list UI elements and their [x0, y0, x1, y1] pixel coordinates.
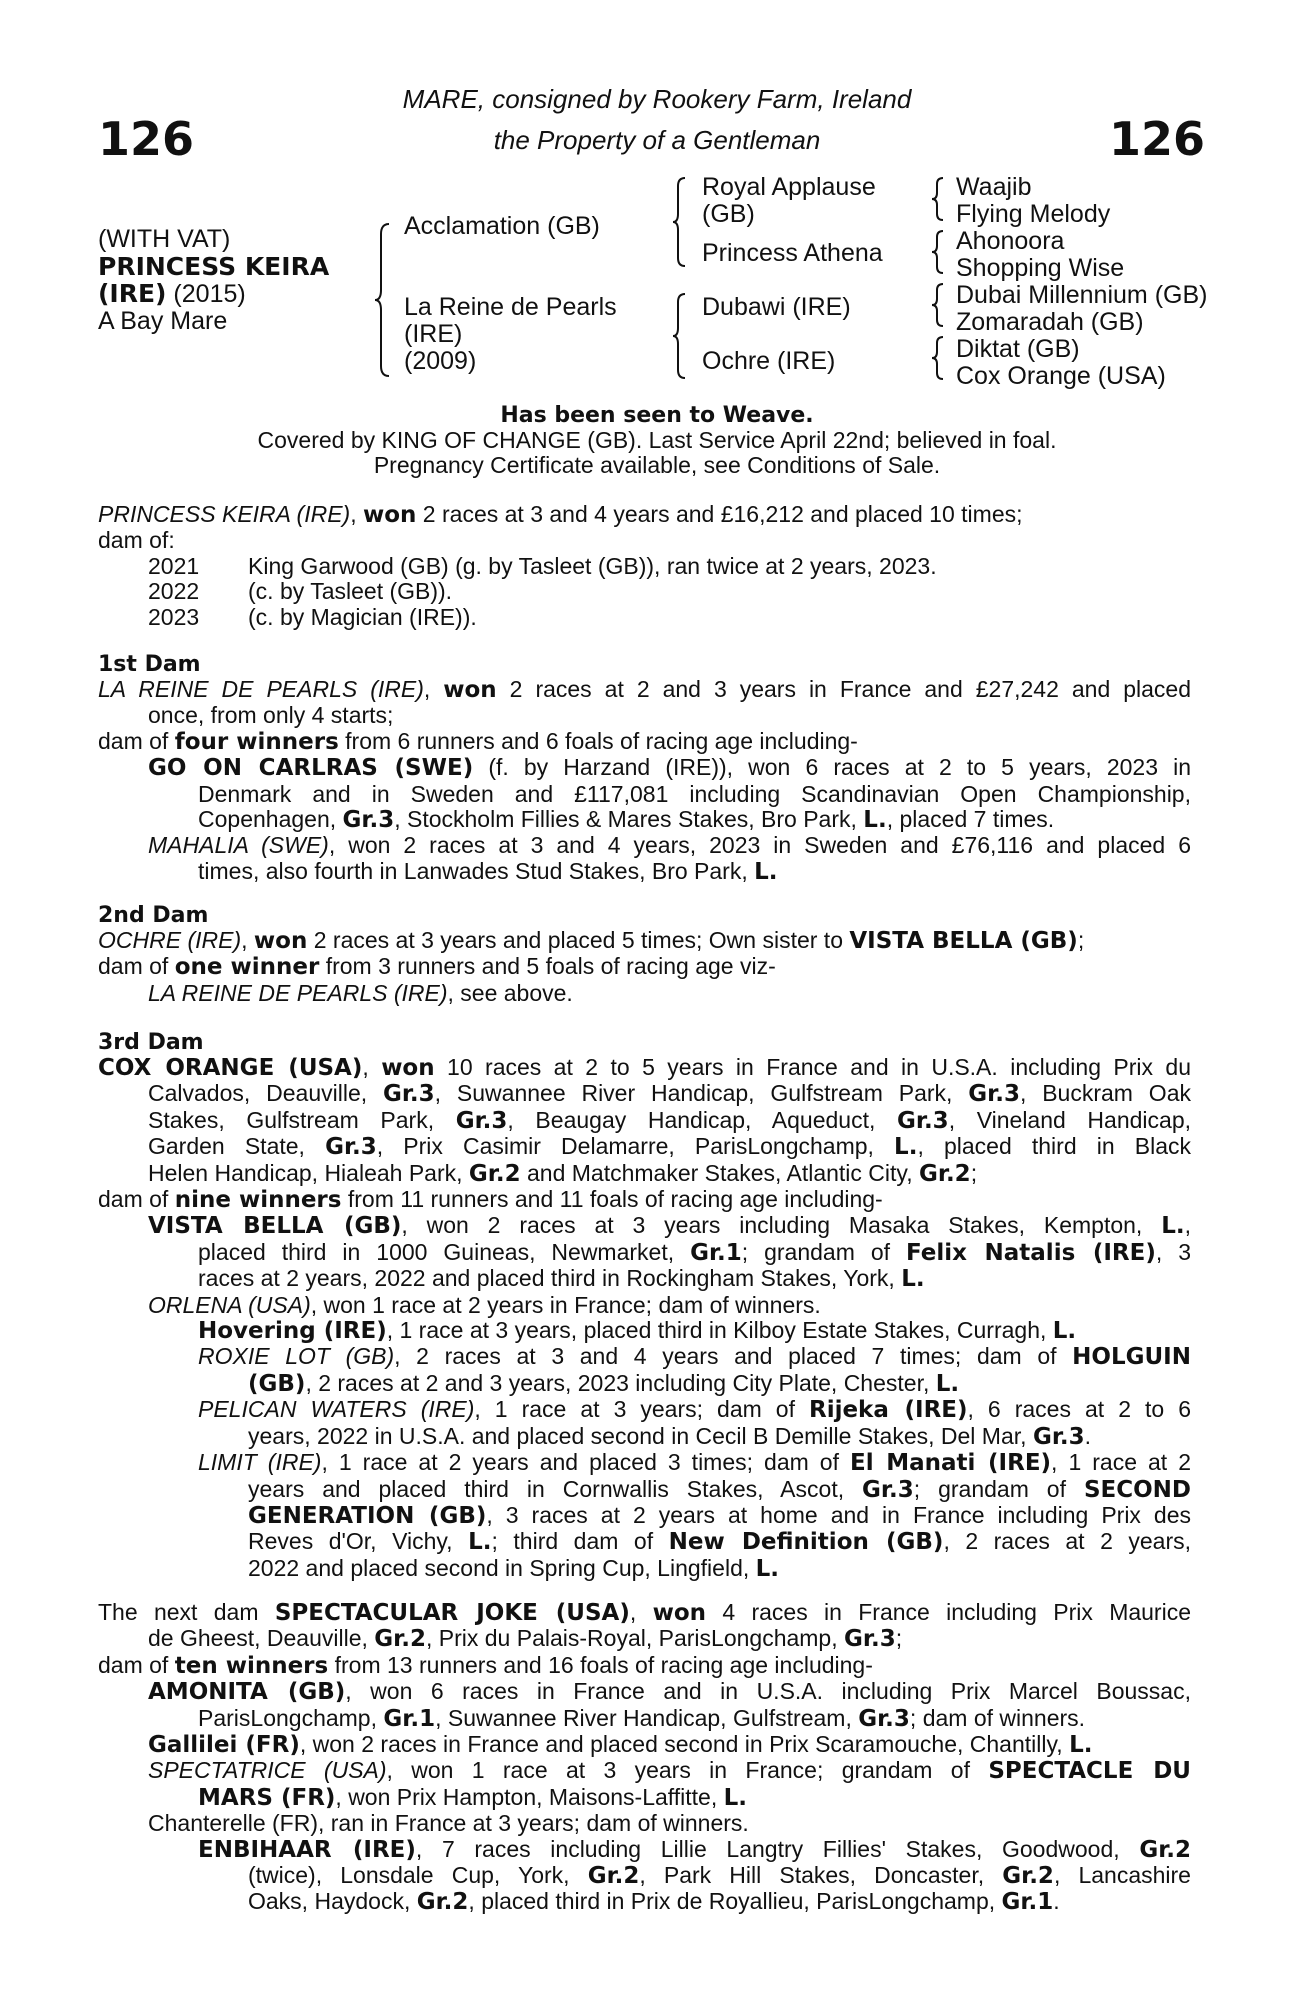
pedigree-brace-gen3-2 [931, 229, 947, 275]
pedigree-dam-sire: Dubawi (IRE) [702, 293, 851, 321]
produce-record: PRINCESS KEIRA (IRE), won 2 races at 3 and 4 years and £16,212 and placed 10 times; dam of: 2021 King Garwood (GB) (g. by Tasleet (GB)), ran twice at 2 years, 2023. 2022 (c. by Tasleet (GB)). 2023 (c. by Magician (IRE)). [98, 502, 1196, 630]
pedigree-brace-gen2-top [672, 176, 690, 268]
first-dam-section: LA REINE DE PEARLS (IRE), won 2 races at 2 and 3 years in France and £27,242 and placed once, from only 4 starts; dam of four winners from 6 runners and 6 foals of racing age including- GO ON CARLRAS (SWE) (f. by Harzand (IRE)), won 6 races at 2 to 5 years, 2023 in Denmark and in Sweden and £117,081 including Scandinavian Open Championship, Copenhagen, Gr.3, Stockholm Fillies & Mares Stakes, Bro Park, L., placed 7 times. MAHALIA (SWE), won 2 races at 3 and 4 years, 2023 in Sweden and £76,116 and placed 6 times, also fourth in Lanwades Stud Stakes, Bro Park, L. [98, 676, 1192, 885]
pedigree-gen3: Waajib Flying Melody Ahonoora Shopping Wise Dubai Millennium (GB) Zomaradah (GB) Diktat (GB) Cox Orange (USA) [956, 173, 1208, 390]
pedigree-brace-gen3-1 [931, 176, 947, 222]
weave-note: Has been seen to Weave. [500, 403, 814, 428]
produce-foal: 2021 King Garwood (GB) (g. by Tasleet (GB)), ran twice at 2 years, 2023. [148, 552, 937, 579]
next-dam-section: The next dam SPECTACULAR JOKE (USA), won 4 races in France including Prix Maurice de Gheest, Deauville, Gr.2, Prix du Palais-Royal, ParisLongchamp, Gr.3; dam of ten winners from 13 runners and 16 foals of racing age including- AMONITA (GB), won 6 races in France and in U.S.A. including Prix Marcel Boussac, ParisLongchamp, Gr.1, Suwannee River Handicap, Gulfstream, Gr.3; dam of winners. Gallilei (FR), won 2 races in France and placed second in Prix Scaramouche, Chantilly, L. SPECTATRICE (USA), won 1 race at 3 years in France; grandam of SPECTACLE DU MARS (FR), won Prix Hampton, Maisons-Laffitte, L. Chanterelle (FR), ran in France at 3 years; dam of winners. ENBIHAAR (IRE), 7 races including Lillie Langtry Fillies' Stakes, Goodwood, Gr.2 (twice), Lonsdale Cup, York, Gr.2, Park Hill Stakes, Doncaster, Gr.2, Lancashire Oaks, Haydock, Gr.2, placed third in Prix de Royallieu, ParisLongchamp, Gr.1. [98, 1599, 1191, 1916]
horse-year: (2015) [166, 280, 246, 308]
covered-note: Covered by KING OF CHANGE (GB). Last Service April 22nd; believed in foal. [257, 427, 1057, 453]
third-dam-heading: 3rd Dam [98, 1030, 204, 1055]
second-dam-heading: 2nd Dam [98, 903, 209, 928]
horse-description: A Bay Mare [98, 307, 228, 335]
second-dam-section: OCHRE (IRE), won 2 races at 3 years and placed 5 times; Own sister to VISTA BELLA (GB); dam of one winner from 3 runners and 5 foals of racing age viz- LA REINE DE PEARLS (IRE), see above. [98, 927, 1085, 1006]
pedigree-brace-gen3-4 [931, 335, 947, 381]
horse-identity [98, 226, 329, 335]
pedigree-sire-sire: Royal Applause (GB) [702, 173, 876, 228]
consignor-line: MARE, consigned by Rookery Farm, Ireland [402, 84, 912, 114]
pedigree-brace-gen2-bottom [672, 292, 690, 380]
pedigree-sire-dam: Princess Athena [702, 239, 883, 267]
pedigree-brace-gen1 [374, 222, 396, 378]
horse-country: (IRE) [98, 279, 167, 308]
pedigree-dam-dam: Ochre (IRE) [702, 347, 836, 375]
pedigree-sire: Acclamation (GB) [404, 212, 600, 240]
owner-line: the Property of a Gentleman [493, 125, 821, 155]
produce-foal: 2022 (c. by Tasleet (GB)). [148, 578, 453, 605]
pedigree-dam: La Reine de Pearls (IRE) (2009) [404, 293, 617, 375]
lot-number-right: 126 [1108, 112, 1205, 166]
horse-name: PRINCESS KEIRA [98, 252, 330, 281]
vat-note: (WITH VAT) [98, 225, 231, 253]
first-dam-heading: 1st Dam [98, 652, 201, 677]
produce-foal: 2023 (c. by Magician (IRE)). [148, 603, 477, 630]
pedigree-brace-gen3-3 [931, 282, 947, 328]
lot-number-left: 126 [98, 112, 195, 166]
third-dam-section: COX ORANGE (USA), won 10 races at 2 to 5 years in France and in U.S.A. including Prix du Calvados, Deauville, Gr.3, Suwannee River Handicap, Gulfstream Park, Gr.3, Buckram Oak Stakes, Gulfstream Park, Gr.3, Beaugay Handicap, Aqueduct, Gr.3, Vineland Handicap, Garden State, Gr.3, Prix Casimir Delamarre, ParisLongchamp, L., placed third in Black Helen Handicap, Hialeah Park, Gr.2 and Matchmaker Stakes, Atlantic City, Gr.2; dam of nine winners from 11 runners and 11 foals of racing age including- VISTA BELLA (GB), won 2 races at 3 years including Masaka Stakes, Kempton, L., placed third in 1000 Guineas, Newmarket, Gr.1; grandam of Felix Natalis (IRE), 3 races at 2 years, 2022 and placed third in Rockingham Stakes, York, L. ORLENA (USA), won 1 race at 2 years in France; dam of winners. Hovering (IRE), 1 race at 3 years, placed third in Kilboy Estate Stakes, Curragh, L. ROXIE LOT (GB), 2 races at 3 and 4 years and placed 7 times; dam of HOLGUIN (GB), 2 races at 2 and 3 years, 2023 including City Plate, Chester, L. PELICAN WATERS (IRE), 1 race at 3 years; dam of Rijeka (IRE), 6 races at 2 to 6 years, 2022 in U.S.A. and placed second in Cecil B Demille Stakes, Del Mar, Gr.3. LIMIT (IRE), 1 race at 2 years and placed 3 times; dam of El Manati (IRE), 1 race at 2 years and placed third in Cornwallis Stakes, Ascot, Gr.3; grandam of SECOND GENERATION (GB), 3 races at 2 years at home and in France including Prix des Reves d'Or, Vichy, L.; third dam of New Definition (GB), 2 races at 2 years, 2022 and placed second in Spring Cup, Lingfield, L. [98, 1054, 1192, 1582]
pregnancy-note: Pregnancy Certificate available, see Conditions of Sale. [373, 452, 941, 478]
